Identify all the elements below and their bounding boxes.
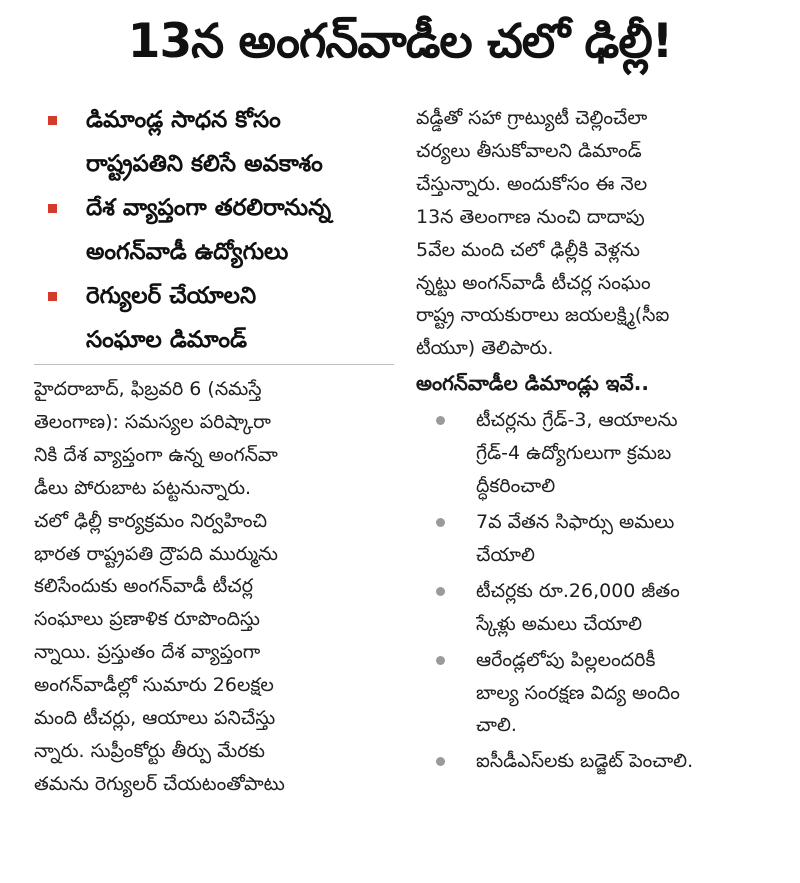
body-line: తమను రెగ్యులర్ చేయటంతోపాటు: [34, 772, 285, 795]
square-bullet-icon: [48, 292, 57, 301]
body-line: సంఘాలు ప్రణాళిక రూపొందిస్తు: [34, 608, 260, 631]
highlight-item: [34, 186, 394, 274]
round-bullet-icon: [436, 416, 445, 425]
highlight-line: డిమాండ్ల సాధన కోసం: [86, 107, 281, 133]
body-line: హైదరాబాద్, ఫిబ్రవరి 6 (నమస్తే: [34, 378, 262, 400]
demand-line: ఆరేండ్లలోపు పిల్లలందరికీ: [476, 648, 656, 671]
right-body-text: [416, 102, 770, 365]
demand-line: చేయాలి: [476, 543, 535, 566]
square-bullet-icon: [48, 204, 57, 213]
demand-item: [416, 506, 770, 572]
body-line: భారత రాష్ట్రపతి ద్రౌపది ముర్మును: [34, 542, 278, 565]
article-body: [34, 92, 770, 872]
demand-line: బాల్య సంరక్షణ విద్య అందిం: [476, 681, 680, 704]
demand-line: టీచర్లకు రూ.26,000 జీతం: [476, 579, 680, 602]
demand-line: టీచర్లను గ్రేడ్-3, ఆయాలను: [476, 409, 678, 432]
body-line: 5వేల మంది చలో ఢిల్లీకి వెళ్లను: [416, 238, 640, 261]
body-line: న్నాయి. ప్రస్తుతం దేశ వ్యాప్తంగా: [34, 641, 261, 664]
body-line: అంగన్‌వాడీల్లో సుమారు 26లక్షల: [34, 674, 274, 697]
body-line: మంది టీచర్లు, ఆయాలు పనిచేస్తు: [34, 707, 276, 730]
round-bullet-icon: [436, 587, 445, 596]
round-bullet-icon: [436, 518, 445, 527]
demand-line: ద్ధీకరించాలి: [476, 475, 556, 498]
right-column: [416, 92, 770, 781]
round-bullet-icon: [436, 656, 445, 665]
body-line: 13న తెలంగాణ నుంచి దాదాపు: [416, 205, 645, 228]
body-line: తెలంగాణ): సమస్యల పరిష్కారా: [34, 410, 271, 433]
demands-heading: అంగన్‌వాడీల డిమాండ్లు ఇవే..: [416, 371, 649, 396]
demand-item: [416, 404, 770, 503]
highlight-line: రెగ్యులర్ చేయాలని: [86, 283, 257, 309]
highlights-list: [34, 98, 394, 362]
body-line: రాష్ట్ర నాయకురాలు జయలక్ష్మి(సీఐ: [416, 304, 670, 327]
demand-line: ఐసీడీఎస్‌లకు బడ్జెట్ పెంచాలి.: [476, 750, 694, 773]
demand-line: గ్రేడ్-4 ఉద్యోగులుగా క్రమబ: [476, 442, 672, 465]
highlight-line: సంఘాల డిమాండ్: [86, 327, 248, 353]
body-line: చర్యలు తీసుకోవాలని డిమాండ్: [416, 139, 642, 162]
square-bullet-icon: [48, 116, 57, 125]
body-line: టీయూ) తెలిపారు.: [416, 337, 554, 360]
body-line: వడ్డీతో సహా గ్రాట్యుటీ చెల్లించేలా: [416, 107, 648, 129]
demand-item: [416, 644, 770, 743]
demand-line: చాలి.: [476, 714, 517, 737]
body-line: న్నట్టు అంగన్‌వాడీ టీచర్ల సంఘం: [416, 271, 651, 294]
body-line: నికి దేశ వ్యాప్తంగా ఉన్న అంగన్‌వా: [34, 443, 278, 466]
highlights-divider: [34, 364, 394, 365]
body-line: న్నారు. సుప్రీంకోర్టు తీర్పు మేరకు: [34, 739, 265, 762]
demands-list: [416, 404, 770, 778]
demand-item: [416, 745, 770, 778]
left-body-text: [34, 373, 394, 801]
body-line: చేస్తున్నారు. అందుకోసం ఈ నెల: [416, 172, 648, 195]
body-line: చలో ఢిల్లీ కార్యక్రమం నిర్వహించి: [34, 509, 268, 532]
left-column: [34, 92, 394, 801]
highlight-item: [34, 98, 394, 186]
demand-line: స్కేళ్లు అమలు చేయాలి: [476, 612, 642, 635]
headline: 13న అంగన్‌వాడీల చలో ఢిల్లీ!: [127, 14, 673, 69]
demand-item: [416, 575, 770, 641]
highlight-line: దేశ వ్యాప్తంగా తరలిరానున్న: [86, 195, 332, 221]
round-bullet-icon: [436, 757, 445, 766]
highlight-item: [34, 274, 394, 362]
highlight-line: అంగన్‌వాడీ ఉద్యోగులు: [86, 239, 289, 265]
highlight-line: రాష్ట్రపతిని కలిసే అవకాశం: [86, 151, 323, 177]
body-line: డీలు పోరుబాట పట్టనున్నారు.: [34, 476, 252, 499]
demand-line: 7వ వేతన సిఫార్సు అమలు: [476, 510, 675, 533]
body-line: కలిసేందుకు అంగన్‌వాడీ టీచర్ల: [34, 575, 253, 598]
